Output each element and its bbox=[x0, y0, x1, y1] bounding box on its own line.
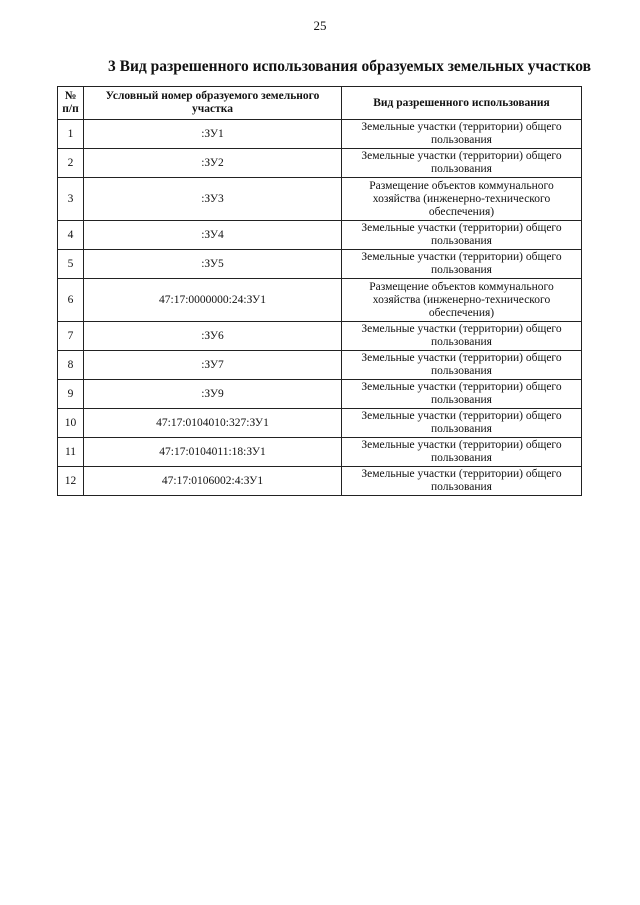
table-row bbox=[58, 467, 582, 496]
row-number: 2 bbox=[58, 149, 84, 178]
page-number: 25 bbox=[313, 18, 327, 33]
parcel-id: :ЗУ4 bbox=[84, 221, 342, 250]
land-use: Размещение объектов коммунального хозяйства (инженерно-технического обеспечения) bbox=[342, 279, 582, 322]
row-number: 6 bbox=[58, 279, 84, 322]
row-number: 7 bbox=[58, 322, 84, 351]
parcel-id: :ЗУ7 bbox=[84, 351, 342, 380]
row-number: 8 bbox=[58, 351, 84, 380]
land-use: Земельные участки (территории) общего пользования bbox=[342, 467, 582, 496]
table-row bbox=[58, 279, 582, 322]
row-number: 12 bbox=[58, 467, 84, 496]
table-row bbox=[58, 120, 582, 149]
land-use: Земельные участки (территории) общего пользования bbox=[342, 221, 582, 250]
land-use: Размещение объектов коммунального хозяйства (инженерно-технического обеспечения) bbox=[342, 178, 582, 221]
land-use: Земельные участки (территории) общего пользования bbox=[342, 438, 582, 467]
parcel-id: :ЗУ3 bbox=[84, 178, 342, 221]
table-row bbox=[58, 178, 582, 221]
row-number: 1 bbox=[58, 120, 84, 149]
row-number: 3 bbox=[58, 178, 84, 221]
header-parcel: Условный номер образуемого земельного участка bbox=[84, 87, 342, 120]
parcel-id: 47:17:0104010:327:ЗУ1 bbox=[84, 409, 342, 438]
land-use: Земельные участки (территории) общего пользования bbox=[342, 149, 582, 178]
row-number: 5 bbox=[58, 250, 84, 279]
land-use: Земельные участки (территории) общего пользования bbox=[342, 380, 582, 409]
parcel-id: :ЗУ6 bbox=[84, 322, 342, 351]
land-use: Земельные участки (территории) общего пользования bbox=[342, 351, 582, 380]
parcel-id: 47:17:0104011:18:ЗУ1 bbox=[84, 438, 342, 467]
table-row bbox=[58, 250, 582, 279]
parcel-id: :ЗУ1 bbox=[84, 120, 342, 149]
table-row bbox=[58, 149, 582, 178]
table-row bbox=[58, 221, 582, 250]
table-row bbox=[58, 380, 582, 409]
header-number: № п/п bbox=[58, 87, 84, 120]
table-row bbox=[58, 438, 582, 467]
section-heading: 3 Вид разрешенного использования образуемых земельных участков bbox=[108, 58, 591, 75]
parcel-id: 47:17:0106002:4:ЗУ1 bbox=[84, 467, 342, 496]
land-use: Земельные участки (территории) общего пользования bbox=[342, 250, 582, 279]
header-use: Вид разрешенного использования bbox=[342, 87, 582, 120]
table-row bbox=[58, 409, 582, 438]
parcel-id: :ЗУ5 bbox=[84, 250, 342, 279]
parcel-id: :ЗУ2 bbox=[84, 149, 342, 178]
table-row bbox=[58, 351, 582, 380]
land-use-table bbox=[57, 86, 582, 496]
land-use: Земельные участки (территории) общего пользования bbox=[342, 120, 582, 149]
land-use: Земельные участки (территории) общего пользования bbox=[342, 409, 582, 438]
parcel-id: 47:17:0000000:24:ЗУ1 bbox=[84, 279, 342, 322]
row-number: 11 bbox=[58, 438, 84, 467]
table-row bbox=[58, 322, 582, 351]
row-number: 9 bbox=[58, 380, 84, 409]
table-header-row bbox=[58, 87, 582, 120]
row-number: 10 bbox=[58, 409, 84, 438]
parcel-id: :ЗУ9 bbox=[84, 380, 342, 409]
land-use: Земельные участки (территории) общего пользования bbox=[342, 322, 582, 351]
row-number: 4 bbox=[58, 221, 84, 250]
